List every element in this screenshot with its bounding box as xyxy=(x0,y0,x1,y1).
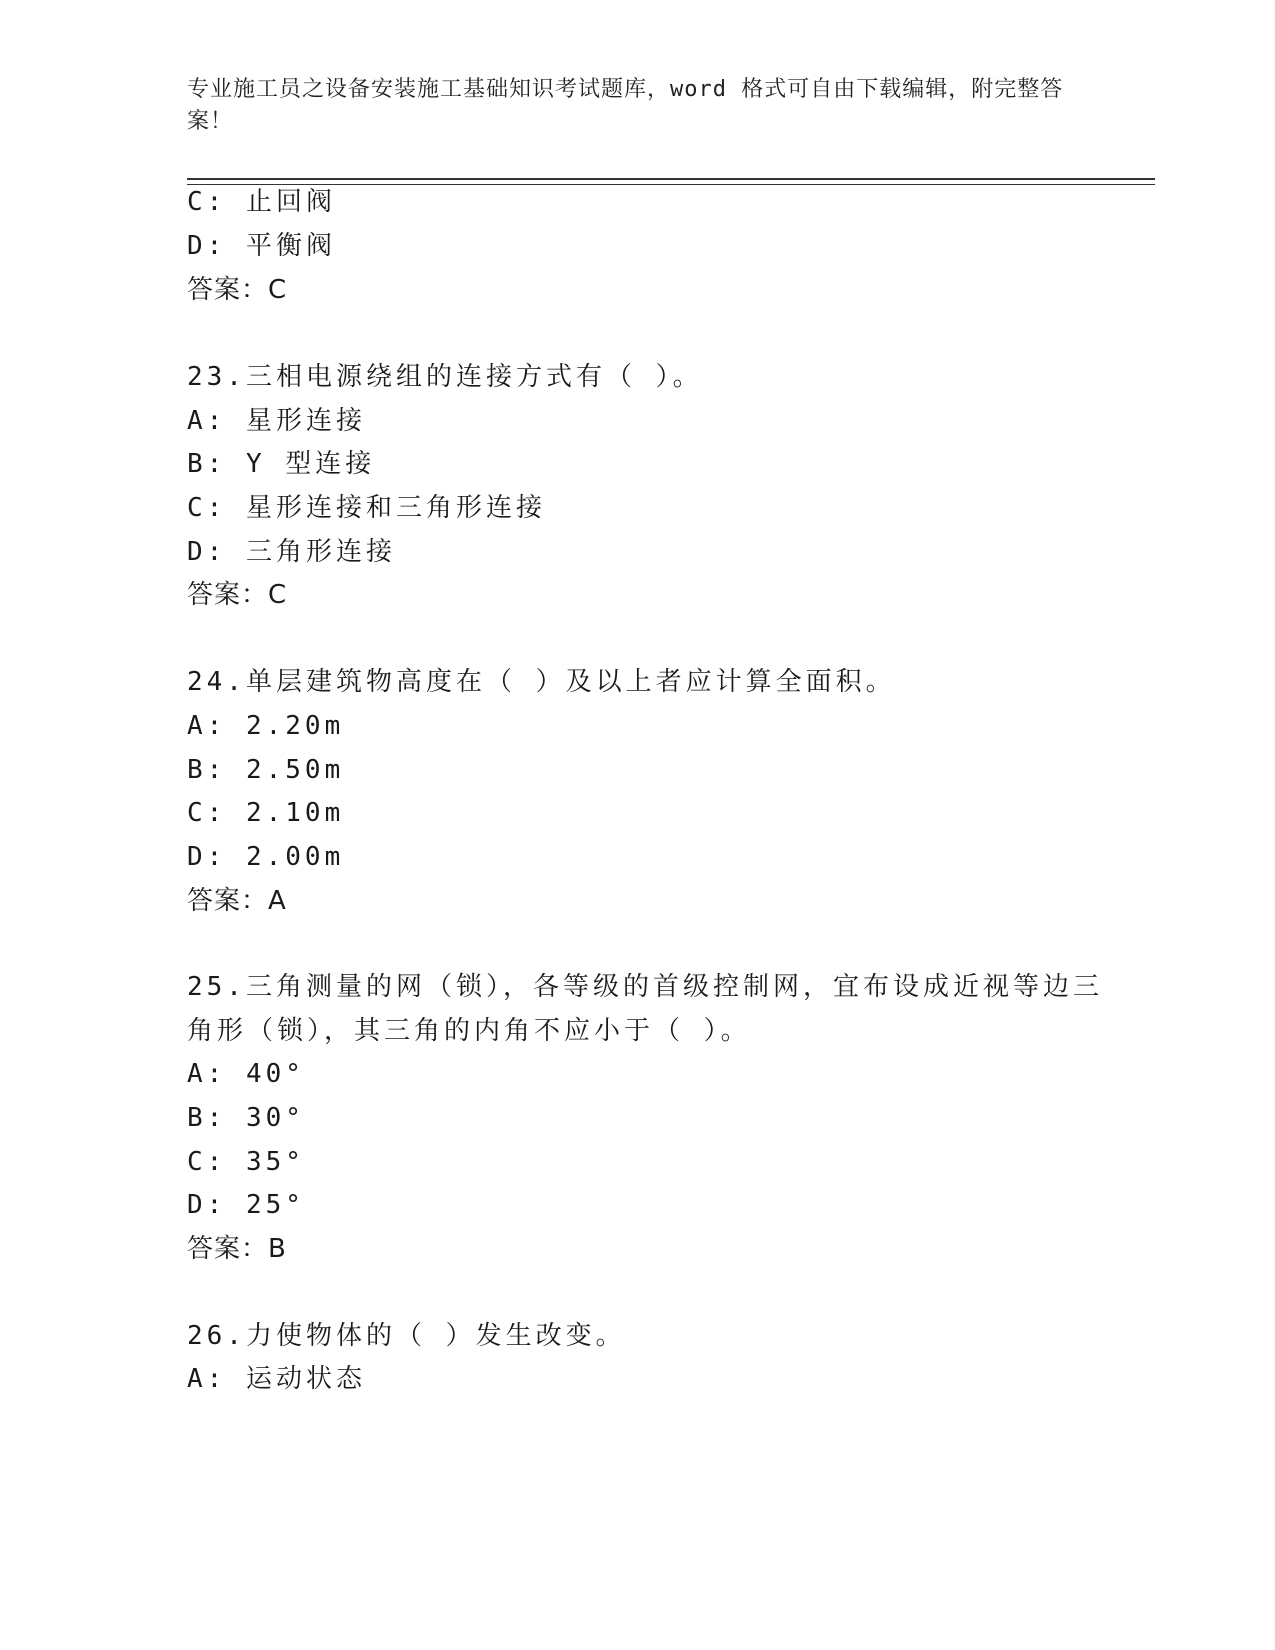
document-header: 专业施工员之设备安装施工基础知识考试题库，word 格式可自由下载编辑，附完整答案！ xyxy=(187,77,1064,134)
q25-option-c: C: 35° xyxy=(187,1147,305,1177)
q22-option-d: D: 平衡阀 xyxy=(187,231,336,261)
q25-option-d: D: 25° xyxy=(187,1190,305,1220)
q23-stem: 23.三相电源绕组的连接方式有（ ）。 xyxy=(187,362,703,392)
q23-option-a: A: 星形连接 xyxy=(187,406,366,436)
header-divider-thick xyxy=(187,178,1155,180)
q24-option-d: D: 2.00m xyxy=(187,842,345,872)
q25-stem-line1: 25.三角测量的网（锁），各等级的首级控制网，宜布设成近视等边三 xyxy=(187,972,1103,1002)
q23-option-d: D: 三角形连接 xyxy=(187,537,396,567)
q23-answer: 答案：C xyxy=(187,580,288,610)
q23-option-c: C: 星形连接和三角形连接 xyxy=(187,493,546,523)
q25-option-b: B: 30° xyxy=(187,1103,305,1133)
q23-option-b: B: Y 型连接 xyxy=(187,449,376,479)
q25-answer: 答案：B xyxy=(187,1234,287,1264)
q25-option-a: A: 40° xyxy=(187,1059,305,1089)
q25-stem-line2: 角形（锁），其三角的内角不应小于（ ）。 xyxy=(187,1016,751,1046)
q22-option-c: C: 止回阀 xyxy=(187,187,336,217)
q24-stem: 24.单层建筑物高度在（ ）及以上者应计算全面积。 xyxy=(187,667,896,697)
q26-option-a: A: 运动状态 xyxy=(187,1364,366,1394)
q24-option-c: C: 2.10m xyxy=(187,798,345,828)
q24-answer: 答案：A xyxy=(187,886,287,916)
q26-stem: 26.力使物体的（ ）发生改变。 xyxy=(187,1321,626,1351)
header-divider-thin xyxy=(187,184,1155,185)
q24-option-a: A: 2.20m xyxy=(187,711,345,741)
q24-option-b: B: 2.50m xyxy=(187,755,345,785)
q22-answer: 答案：C xyxy=(187,275,288,305)
